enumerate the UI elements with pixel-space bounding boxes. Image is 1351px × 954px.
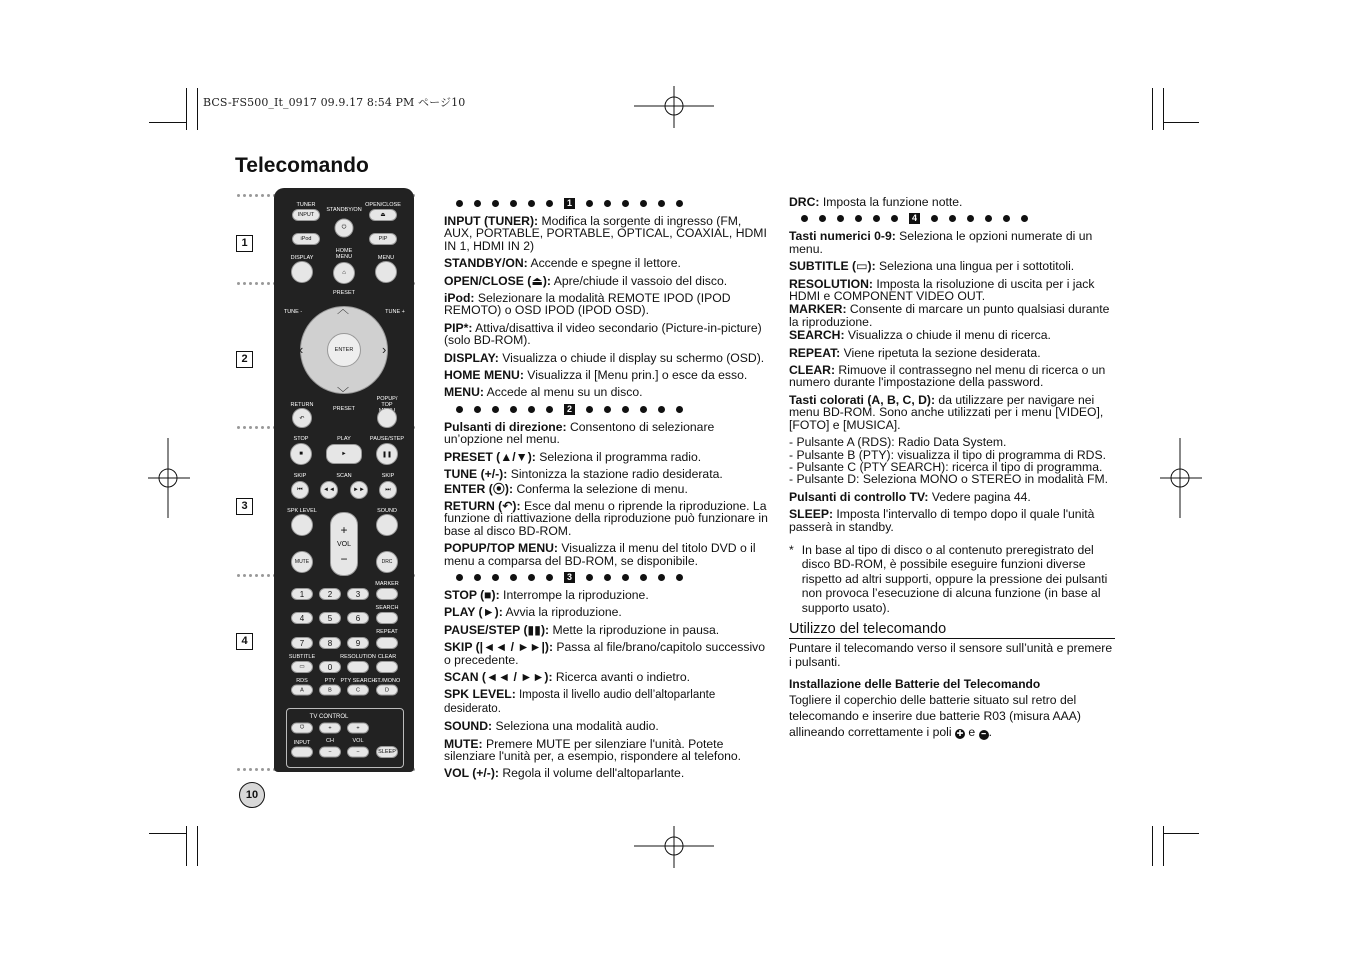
description-item: SOUND: Seleziona una modalità audio. [444,719,659,734]
remote-label-subtitle: SUBTITLE [288,654,316,660]
remote-sleep-button: SLEEP [376,746,398,758]
remote-label-st-mono: ST./MONO [373,678,401,684]
section-marker-3: 3 [236,498,253,515]
crop-mark [197,826,198,866]
description-item: PRESET (▲/▼): Seleziona il programma radio. [444,449,702,464]
description-item: DRC: Imposta la funzione notte. [789,195,963,209]
crop-mark [197,88,198,130]
remote-pause-icon: ❚❚ [376,443,398,465]
registration-mark-right [1160,438,1202,518]
remote-button-d: D [376,685,398,696]
arrow-down-icon: ﹀ [337,386,350,400]
remote-vol-label: VOL [336,540,351,548]
description-item: SCAN (◄◄ / ►►): Ricerca avanti o indietro. [444,669,691,684]
plus-icon: + [340,522,348,537]
remote-label-clear: CLEAR [377,654,397,660]
remote-digit-6: 6 [347,612,369,624]
remote-label-scan: SCAN [336,473,352,479]
description-item: Pulsanti di direzione: Consentono di selezionare un’opzione nel menu. [444,419,715,447]
description-item: SEARCH: Visualizza o chiude il menu di ricerca. [789,328,1051,343]
remote-tv-power-icon: ⏻ [291,723,313,734]
remote-digit-8: 8 [319,637,341,649]
remote-label-menu: MENU [377,255,395,261]
remote-button-c: C [347,685,369,696]
battery-and: e [968,725,976,740]
remote-label-popup: POPUP/ TOP [376,396,398,408]
divider-number: 4 [909,213,920,224]
remote-digit-1: 1 [291,588,313,600]
description-item: RETURN (↶): Esce dal menu o riprende la riproduzione. La funzione di riattivazione della riproduzione può funzionare in base al disco BD-ROM. [444,498,768,538]
description-item: MENU: Accede al menu su un disco. [444,385,643,400]
description-item: OPEN/CLOSE (⏏): Apre/chiude il vassoio del disco. [444,273,728,288]
usage-text: Puntare il telecomando verso il sensore sull’unità e premere i pulsanti. [789,640,1113,670]
crop-mark [1163,833,1199,834]
list-item: - Pulsante C (PTY SEARCH): ricerca il tipo di programma. [789,459,1103,474]
crop-mark [149,833,187,834]
battery-end: . [988,725,992,740]
registration-mark-left [148,438,190,518]
remote-digit-4: 4 [291,612,313,624]
column-1 [444,194,768,785]
arrow-right-icon: › [382,342,387,357]
crop-mark [1152,826,1153,866]
remote-skip-back-icon: ⏮ [291,481,309,499]
description-item: PIP*: Attiva/disattiva il video secondario (Picture-in-picture) (solo BD-ROM). [444,320,762,348]
remote-label-pty-search: PTY SEARCH [340,678,376,684]
description-item: Tasti colorati (A, B, C, D): da utilizzare per navigare nei menu BD-ROM. Sono anche utilizzati per i menu [VIDEO], [FOTO] e [MUSICA]. [789,392,1104,432]
remote-forward-icon: ►► [350,481,368,499]
description-item: SPK LEVEL: Imposta il livello audio dell’altoparlante desiderato. [444,687,716,715]
crop-mark [186,88,187,130]
usage-section-title: Utilizzo del telecomando [789,623,1115,638]
footnote-text: In base al tipo di disco o al contenuto preregistrato del disco BD-ROM, è possibile eseguire funzioni diverse rispetto ad altri supporti, oppure la pressione dei pulsanti non provoca l’esecuzione di alcuna funzione (in base al supporto usato). [801,542,1108,615]
section-divider-3 [456,572,768,583]
description-item: Tasti numerici 0-9: Seleziona le opzioni numerate di un menu. [789,229,1093,256]
remote-label-search: SEARCH [375,605,399,611]
description-item: SUBTITLE (▭): Seleziona una lingua per i sottotitoli. [789,259,1075,274]
remote-label-resolution: RESOLUTION [340,654,376,660]
remote-button-b: B [319,685,341,696]
remote-pip-button: PIP [369,233,397,245]
remote-vol-down-icon: − [347,747,369,758]
remote-display-button [291,261,313,283]
print-header: BCS-FS500_It_0917 09.9.17 8:54 PM ページ10 [203,96,466,109]
remote-digit-7: 7 [291,637,313,649]
remote-label-tv-control: TV CONTROL [309,714,349,720]
remote-label-stop: STOP [293,436,309,442]
page-title: Telecomando [235,154,369,177]
arrow-left-icon: ‹ [299,342,304,357]
remote-clear-button [376,661,398,673]
remote-home-icon: ⌂ [333,262,355,284]
description-item: iPod: Selezionare la modalità REMOTE IPOD (IPOD REMOTO) o OSD IPOD (IPOD OSD). [444,291,731,318]
divider-number: 2 [564,404,575,415]
description-item: STANDBY/ON: Accende e spegne il lettore. [444,256,681,271]
remote-vol-up-icon: + [347,723,369,734]
minus-icon: − [340,551,348,566]
remote-label-repeat: REPEAT [376,629,398,635]
remote-spk-level-button [291,514,313,536]
list-item: - Pulsante D: Seleziona MONO o STEREO in modalità FM. [789,472,1109,487]
remote-label-rds: RDS [296,678,308,684]
page-number: 10 [239,782,265,808]
remote-label-tuner: TUNER [296,202,316,208]
remote-digit-3: 3 [347,588,369,600]
remote-label-skip-back: SKIP [293,473,307,479]
remote-label-tv-input: INPUT [293,740,311,746]
remote-drc-button: DRC [376,551,398,573]
description-item: Pulsanti di controllo TV: Vedere pagina 44. [789,489,1031,504]
remote-return-icon: ↶ [292,408,312,428]
crop-mark [1163,826,1164,866]
remote-volume-rocker [330,512,358,576]
divider-number: 1 [564,198,575,209]
remote-enter-button: ENTER [327,333,361,367]
description-item: VOL (+/-): Regola il volume dell'altoparlante. [444,766,685,781]
color-button-list [789,436,1115,486]
remote-marker-button [376,588,398,600]
description-item: PAUSE/STEP (▮▮): Mette la riproduzione in pausa. [444,622,720,637]
section-marker-4: 4 [236,633,253,650]
column-2 [789,196,1115,740]
remote-label-sound: SOUND [377,508,397,514]
remote-ch-up-icon: + [319,723,341,734]
battery-text: Togliere il coperchio delle batterie situato sul retro del telecomando e inserire due batterie R03 (misura AAA) allineando correttamente i poli [789,693,1081,740]
remote-label-play: PLAY [337,436,351,442]
remote-label-tune-minus: TUNE - [283,309,303,315]
description-item: HOME MENU: Visualizza il [Menu prin.] o esce da esso. [444,368,748,383]
remote-label-ch: CH [326,738,334,744]
description-item: MUTE: Premere MUTE per silenziare l'unità. Potete silenziare l'unità per, a esempio, rispondere al telefono. [444,736,742,763]
remote-search-button [376,612,398,624]
divider-number: 3 [564,572,575,583]
remote-ipod-button: iPod [292,233,320,245]
battery-title: Installazione delle Batterie del Telecomando [789,676,1041,691]
remote-label-marker: MARKER [375,581,399,587]
remote-mute-button: MUTE [291,551,313,573]
crop-mark [1152,88,1153,130]
crop-mark [149,122,187,123]
remote-power-icon: ⏻ [335,219,354,238]
remote-stop-icon: ■ [290,443,312,465]
remote-popup-button [377,408,397,428]
registration-mark-bottom [634,826,714,868]
remote-digit-2: 2 [319,588,341,600]
remote-eject-icon: ⏏ [369,209,397,221]
remote-subtitle-icon: ▭ [291,661,313,673]
remote-label-preset-down: PRESET [332,406,356,412]
section-divider-4 [801,213,1115,224]
section-divider-1 [456,198,768,209]
remote-sound-button [376,514,398,536]
description-item: PLAY (►): Avvia la riproduzione. [444,605,622,620]
list-item: - Pulsante B (PTY): visualizza il tipo di programma di RDS. [789,447,1106,462]
description-item: REPEAT: Viene ripetuta la sezione desiderata. [789,345,1041,360]
remote-repeat-button [376,637,398,649]
description-item: MARKER: Consente di marcare un punto qualsiasi durante la riproduzione. [789,302,1110,329]
description-item: INPUT (TUNER): Modifica la sorgente di ingresso (FM, AUX, PORTABLE, PORTABLE, OPTICAL, COAXIAL, HDMI IN 1, HDMI IN 2) [444,214,767,253]
minus-pole-icon: ━ [979,730,989,740]
remote-tv-input-button [291,747,313,758]
remote-label-skip-fwd: SKIP [381,473,395,479]
registration-mark-top [634,86,714,128]
crop-mark [1163,88,1164,130]
remote-menu-button [375,261,397,283]
footnote-mark: * [789,542,794,557]
arrow-up-icon: ︿ [337,302,350,316]
remote-label-display: DISPLAY [290,255,314,261]
description-item: SKIP (|◄◄ / ►►|): Passa al file/brano/capitolo successivo o precedente. [444,640,766,667]
remote-button-a: A [291,685,313,696]
description-item: POPUP/TOP MENU: Visualizza il menu del titolo DVD o il menu a comparsa del BD-ROM, se disponibile. [444,541,756,568]
description-item: DISPLAY: Visualizza o chiude il display su schermo (OSD). [444,350,765,365]
remote-label-preset-up: PRESET [332,290,356,296]
remote-label-pty: PTY [324,678,336,684]
remote-label-tv-vol: VOL [352,738,364,744]
remote-digit-5: 5 [319,612,341,624]
crop-mark [186,826,187,866]
remote-ch-down-icon: − [319,747,341,758]
remote-input-button: INPUT [292,209,320,221]
remote-digit-0: 0 [319,661,341,673]
remote-label-home-menu: HOME MENU [335,248,353,260]
remote-label-return: RETURN [290,402,314,408]
description-item: STOP (■): Interrompe la riproduzione. [444,587,649,602]
remote-control-illustration [274,188,414,772]
description-item: TUNE (+/-): Sintonizza la stazione radio desiderata. [444,467,723,482]
section-marker-1: 1 [236,235,253,252]
footnote [789,543,1115,616]
remote-play-icon: ► [326,444,362,464]
remote-label-pause: PAUSE/STEP [369,436,405,442]
remote-label-standby: STANDBY/ON [326,207,362,213]
remote-label-spk-level: SPK LEVEL [287,508,317,514]
description-item: RESOLUTION: Imposta la risoluzione di uscita per i jack HDMI e COMPONENT VIDEO OUT. [789,276,1095,304]
description-item: SLEEP: Imposta l'intervallo di tempo dopo il quale l'unità passerà in standby. [789,507,1095,534]
battery-text-block [789,692,1115,740]
list-item: - Pulsante A (RDS): Radio Data System. [789,435,1007,450]
section-marker-2: 2 [236,351,253,368]
remote-digit-9: 9 [347,637,369,649]
remote-resolution-button [347,661,369,673]
description-item: ENTER (⦿): Conferma la selezione di menu. [444,481,688,496]
description-item: CLEAR: Rimuove il contrassegno nel menu di ricerca o un numero durante l'impostazione della password. [789,363,1106,390]
plus-pole-icon: ✚ [956,729,964,739]
section-divider-2 [456,404,768,415]
remote-rewind-icon: ◄◄ [320,481,338,499]
crop-mark [1163,122,1199,123]
remote-skip-fwd-icon: ⏭ [379,481,397,499]
remote-label-open-close: OPEN/CLOSE [365,202,401,208]
remote-label-tune-plus: TUNE + [385,309,405,315]
